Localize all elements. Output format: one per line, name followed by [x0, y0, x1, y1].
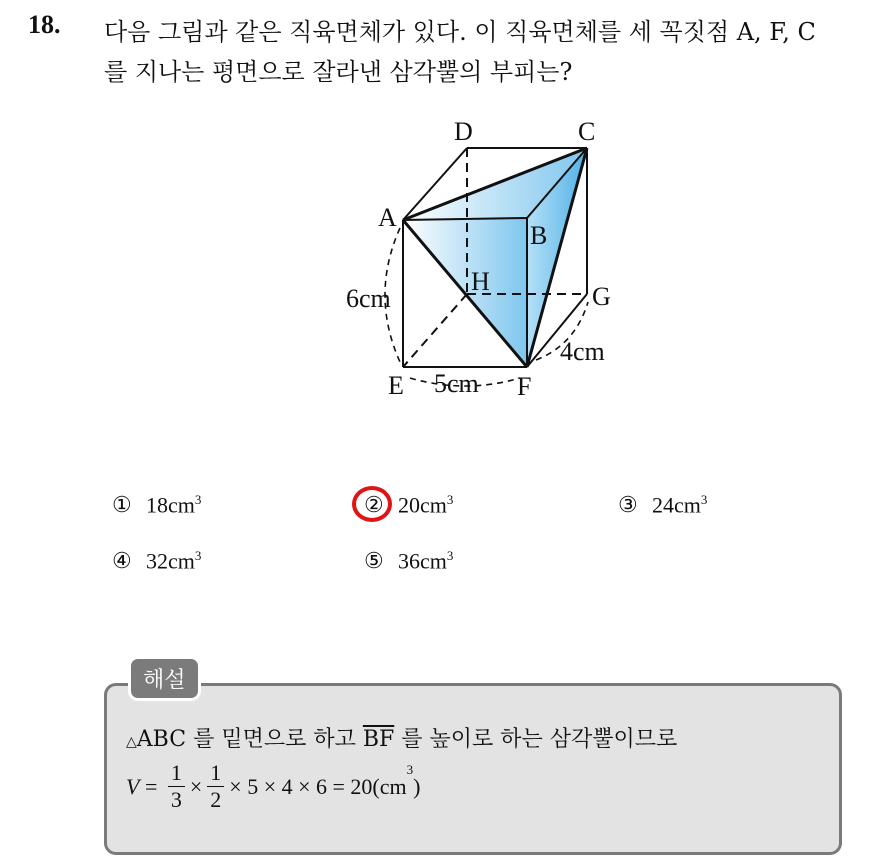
fraction-one-half: $\frac{1}{2}$ — [207, 760, 224, 813]
answer-mark-circle — [352, 486, 392, 522]
cuboid-figure — [330, 110, 650, 410]
solution-formula: V = $\frac{1}{3}$ × $\frac{1}{2}$ × 5 × 4 × 6 = 20(cm $^3$ ) — [126, 760, 421, 812]
choice-2[interactable]: ② $20cm^3$ — [364, 492, 454, 518]
dim-label-depth: 4cm — [560, 337, 605, 366]
vertex-label-h: H — [471, 267, 490, 296]
vertex-label-b: B — [530, 221, 548, 250]
segment-bf: $\overline{BF}$ — [362, 727, 395, 752]
vertex-label-f: F — [517, 372, 532, 401]
question-number: 18. — [28, 10, 61, 39]
dim-label-height: 6cm — [346, 284, 391, 313]
dim-label-width: 5cm — [434, 369, 479, 398]
solution-line1: △ABC 를 밑면으로 하고 $\overline{BF}$ 를 높이로 하는 삼각뿔이므로 — [126, 727, 678, 752]
vertex-label-e: E — [388, 371, 404, 400]
vertex-label-a: A — [378, 203, 397, 232]
solution-tag: 해설 — [128, 656, 201, 701]
vertex-label-c: C — [578, 117, 596, 146]
vertex-label-d: D — [454, 117, 473, 146]
choice-1[interactable]: ① $18cm^3$ — [112, 492, 202, 518]
choice-4[interactable]: ④ $32cm^3$ — [112, 548, 202, 574]
question-text-line1: 다음 그림과 같은 직육면체가 있다. 이 직육면체를 세 꼭짓점 A, F, C — [104, 18, 816, 46]
vertex-label-g: G — [592, 282, 611, 311]
fraction-one-third: $\frac{1}{3}$ — [168, 760, 185, 813]
question-text-line2: 를 지나는 평면으로 잘라낸 삼각뿔의 부피는? — [104, 58, 573, 86]
choice-5[interactable]: ⑤ $36cm^3$ — [364, 548, 454, 574]
triangle-symbol: △ — [126, 734, 137, 750]
choice-3[interactable]: ③ $24cm^3$ — [618, 492, 708, 518]
